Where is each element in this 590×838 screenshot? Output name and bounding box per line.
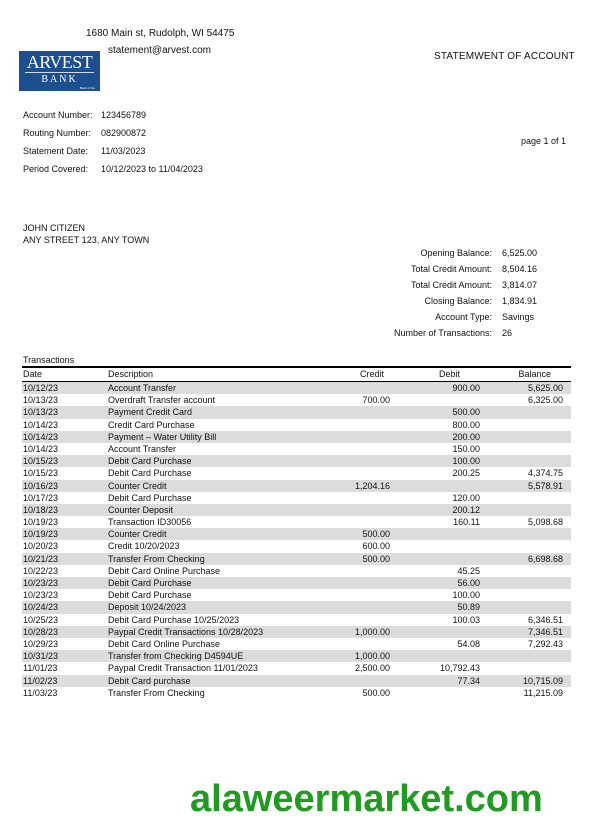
cell-description: Paypal Credit Transactions 10/28/2023 [108,626,264,637]
cell-date: 10/14/23 [23,431,59,442]
bank-email: statement@arvest.com [108,45,211,56]
column-header-balance: Balance [518,369,551,379]
cell-description: Debit Card Purchase [108,456,192,467]
cell-debit: 800.00 [452,419,480,430]
cell-description: Credit 10/20/2023 [108,541,180,552]
cell-balance [480,492,563,504]
cell-description: Debit Card Purchase [108,578,192,588]
table-row [22,626,571,638]
cell-debit: 100.00 [452,590,480,601]
cell-date: 10/14/23 [23,419,59,430]
table-row [22,394,571,406]
summary-value: 3,814.07 [502,280,538,290]
summary-row [380,248,560,264]
cell-credit [326,565,390,577]
cell-balance: 7,346.51 [527,626,563,637]
period-value: 10/12/2023 to 11/04/2023 [101,164,203,174]
account-number-label: Account Number: [23,110,93,120]
cell-description: Account Transfer [108,383,177,393]
cell-description: Transfer From Checking [108,687,205,698]
table-row [22,553,571,565]
cell-date: 10/29/23 [23,638,59,649]
statement-date-label: Statement Date: [23,146,89,156]
table-row [22,589,571,601]
cell-description: Debit Card Purchase [108,492,192,503]
table-row [22,528,571,540]
cell-date: 10/23/23 [23,590,59,601]
cell-date: 10/15/23 [23,456,59,467]
cell-credit [326,455,390,467]
cell-description: Debit Card Purchase 10/25/2023 [108,614,240,625]
cell-date: 11/03/23 [23,687,58,698]
cell-debit: 56.00 [457,578,480,588]
cell-balance: 10,715.09 [522,675,563,686]
cell-date: 10/25/23 [23,614,59,625]
cell-description: Counter Credit [108,480,167,491]
summary-label: Total Credit Amount: [410,280,492,290]
cell-balance: 5,625.00 [527,383,563,393]
cell-debit: 900.00 [452,383,480,393]
cell-date: 10/19/23 [23,517,59,528]
table-row [22,601,571,613]
cell-date: 10/22/23 [23,565,59,576]
cell-credit: 1,000.00 [354,651,390,662]
cell-balance [480,504,563,516]
summary-row [380,328,560,344]
cell-description: Transfer From Checking [108,553,205,564]
statement-date-value: 11/03/2023 [101,146,146,156]
cell-debit [390,528,480,540]
cell-debit [390,553,480,565]
cell-date: 10/19/23 [23,529,59,540]
cell-date: 11/01/23 [23,663,58,674]
cell-credit: 500.00 [362,529,390,540]
table-row [22,675,571,687]
logo-divider [25,72,94,73]
cell-balance: 5,578.91 [527,480,563,491]
cell-debit: 77.34 [457,675,480,686]
account-summary [380,248,560,344]
cell-date: 10/14/23 [23,443,59,454]
summary-label: Opening Balance: [420,248,492,258]
cell-credit [326,467,390,479]
statement-date-row [23,145,323,157]
cell-debit [390,626,480,638]
cell-balance: 5,098.68 [527,517,563,528]
cell-credit [326,601,390,613]
period-label: Period Covered: [23,164,89,174]
cell-date: 10/20/23 [23,541,59,552]
transactions-table [22,381,571,699]
cell-credit [326,492,390,504]
cell-credit [326,516,390,528]
routing-number-value: 082900872 [101,128,147,138]
table-row [22,443,571,455]
cell-description: Debit Card Purchase [108,468,192,479]
cell-date: 10/13/23 [23,407,59,418]
cell-description: Counter Credit [108,529,167,540]
cell-description: Debit Card Online Purchase [108,565,221,576]
cell-description: Payment Credit Card [108,407,193,418]
cell-credit: 600.00 [362,541,390,552]
period-row [23,163,323,175]
cell-date: 10/16/23 [23,480,59,491]
cell-description: Payment – Water Utility Bill [108,431,217,442]
cell-date: 10/31/23 [23,651,59,662]
cell-debit: 120.00 [452,492,480,503]
cell-balance [480,565,563,577]
cell-debit [390,540,480,552]
cell-balance [480,662,563,674]
account-number-row [23,109,323,121]
cell-description: Transfer from Checking D4594UE [108,651,244,662]
table-row [22,467,571,479]
cell-debit: 200.00 [452,431,480,442]
cell-balance [480,431,563,443]
cell-credit [326,431,390,443]
cell-balance [480,443,563,455]
routing-number-row [23,127,323,139]
cell-balance: 7,292.43 [527,638,563,649]
cell-balance [480,601,563,613]
cell-balance [480,406,563,418]
cell-credit [326,589,390,601]
column-header-description: Description [108,369,154,379]
cell-date: 10/21/23 [23,553,59,564]
cell-debit: 160.11 [453,517,480,528]
cell-description: Debit Card Purchase [108,590,192,601]
cell-debit: 45.25 [457,565,480,576]
cell-date: 10/23/23 [23,578,59,588]
cell-debit: 50.89 [457,602,480,613]
cell-credit: 2,500.00 [354,663,390,674]
summary-value: 6,525.00 [502,248,538,258]
cell-credit: 1,000.00 [354,626,390,637]
cell-balance [480,650,563,662]
cell-credit [326,577,390,589]
cell-date: 11/02/23 [23,675,58,686]
cell-debit [390,480,480,492]
summary-value: 1,834.91 [502,296,538,306]
cell-date: 10/24/23 [23,602,59,613]
cell-date: 10/15/23 [23,468,59,479]
cell-balance [480,589,563,601]
cell-credit [326,614,390,626]
cell-date: 10/18/23 [23,504,59,515]
summary-label: Closing Balance: [424,296,492,306]
customer-address: ANY STREET 123, ANY TOWN [23,235,150,245]
cell-debit: 54.08 [457,638,480,649]
logo-wordmark: ARVEST [26,52,93,72]
table-row [22,516,571,528]
cell-credit: 500.00 [362,553,390,564]
cell-date: 10/17/23 [23,492,59,503]
cell-balance: 6,346.51 [527,614,563,625]
account-number-value: 123456789 [101,110,147,120]
cell-debit [390,650,480,662]
cell-debit: 500.00 [452,407,480,418]
summary-label: Number of Transactions: [393,328,492,338]
table-row [22,540,571,552]
table-row [22,614,571,626]
summary-row [380,296,560,312]
summary-value: Savings [502,312,535,322]
cell-debit: 100.00 [452,456,480,467]
cell-credit [326,638,390,650]
cell-description: Transaction ID30056 [108,517,192,528]
account-info [23,109,323,181]
cell-credit: 700.00 [362,395,390,406]
cell-credit [326,675,390,687]
cell-credit: 1,204.16 [354,480,390,491]
cell-balance [480,455,563,467]
cell-date: 10/28/23 [23,626,59,637]
cell-balance [480,528,563,540]
cell-date: 10/12/23 [23,383,59,393]
cell-credit [326,504,390,516]
summary-label: Total Credit Amount: [410,264,492,274]
customer-name: JOHN CITIZEN [23,223,85,233]
table-row [22,480,571,492]
summary-row [380,264,560,280]
summary-label: Account Type: [435,312,492,322]
summary-row [380,280,560,296]
column-header-credit: Credit [359,369,384,379]
table-row [22,687,571,699]
table-row [22,565,571,577]
summary-value: 8,504.16 [502,264,538,274]
table-row [22,419,571,431]
cell-balance [480,540,563,552]
transactions-title: Transactions [23,355,75,365]
cell-debit [390,394,480,406]
transactions-header [22,366,571,380]
table-row [22,638,571,650]
column-header-date: Date [23,369,43,379]
cell-description: Counter Deposit [108,504,174,515]
statement-title: STATEMWENT OF ACCOUNT [434,51,575,62]
cell-debit: 10,792.43 [439,663,480,674]
cell-balance [480,419,563,431]
cell-debit: 150.00 [452,443,480,454]
cell-credit [326,443,390,455]
cell-credit: 500.00 [362,687,390,698]
bank-address: 1680 Main st, Rudolph, WI 54475 [86,28,235,39]
cell-balance: 11,215.09 [523,687,563,698]
table-row [22,382,571,394]
cell-description: Paypal Credit Transaction 11/01/2023 [108,663,258,674]
cell-balance: 6,698.68 [527,553,563,564]
table-row [22,431,571,443]
arvest-bank-logo [19,51,100,91]
summary-value: 26 [502,328,513,338]
cell-debit: 200.12 [452,504,480,515]
cell-debit [390,687,480,699]
logo-tagline: Bank of the [79,86,95,90]
cell-balance: 6,325.00 [527,395,563,406]
table-row [22,492,571,504]
table-row [22,650,571,662]
cell-balance [480,577,563,589]
cell-description: Account Transfer [108,443,177,454]
table-row [22,406,571,418]
column-header-debit: Debit [438,369,460,379]
cell-credit [326,382,390,394]
routing-number-label: Routing Number: [23,128,92,138]
cell-description: Credit Card Purchase [108,419,195,430]
cell-date: 10/13/23 [23,395,59,406]
page-number: page 1 of 1 [521,136,567,146]
table-header-row [22,368,571,380]
watermark: alaweermarket.com [190,778,543,820]
logo-subtext: BANK [41,74,78,85]
table-row [22,662,571,674]
customer-block [23,222,149,246]
table-row [22,577,571,589]
cell-debit: 100.03 [452,614,480,625]
cell-description: Deposit 10/24/2023 [108,602,187,613]
cell-credit [326,406,390,418]
cell-description: Overdraft Transfer account [108,395,216,406]
cell-credit [326,419,390,431]
table-row [22,504,571,516]
summary-row [380,312,560,328]
cell-debit: 200.25 [452,468,480,479]
cell-balance: 4,374.75 [527,468,563,479]
cell-description: Debit Card Online Purchase [108,638,221,649]
table-row [22,455,571,467]
cell-description: Debit Card purchase [108,675,191,686]
